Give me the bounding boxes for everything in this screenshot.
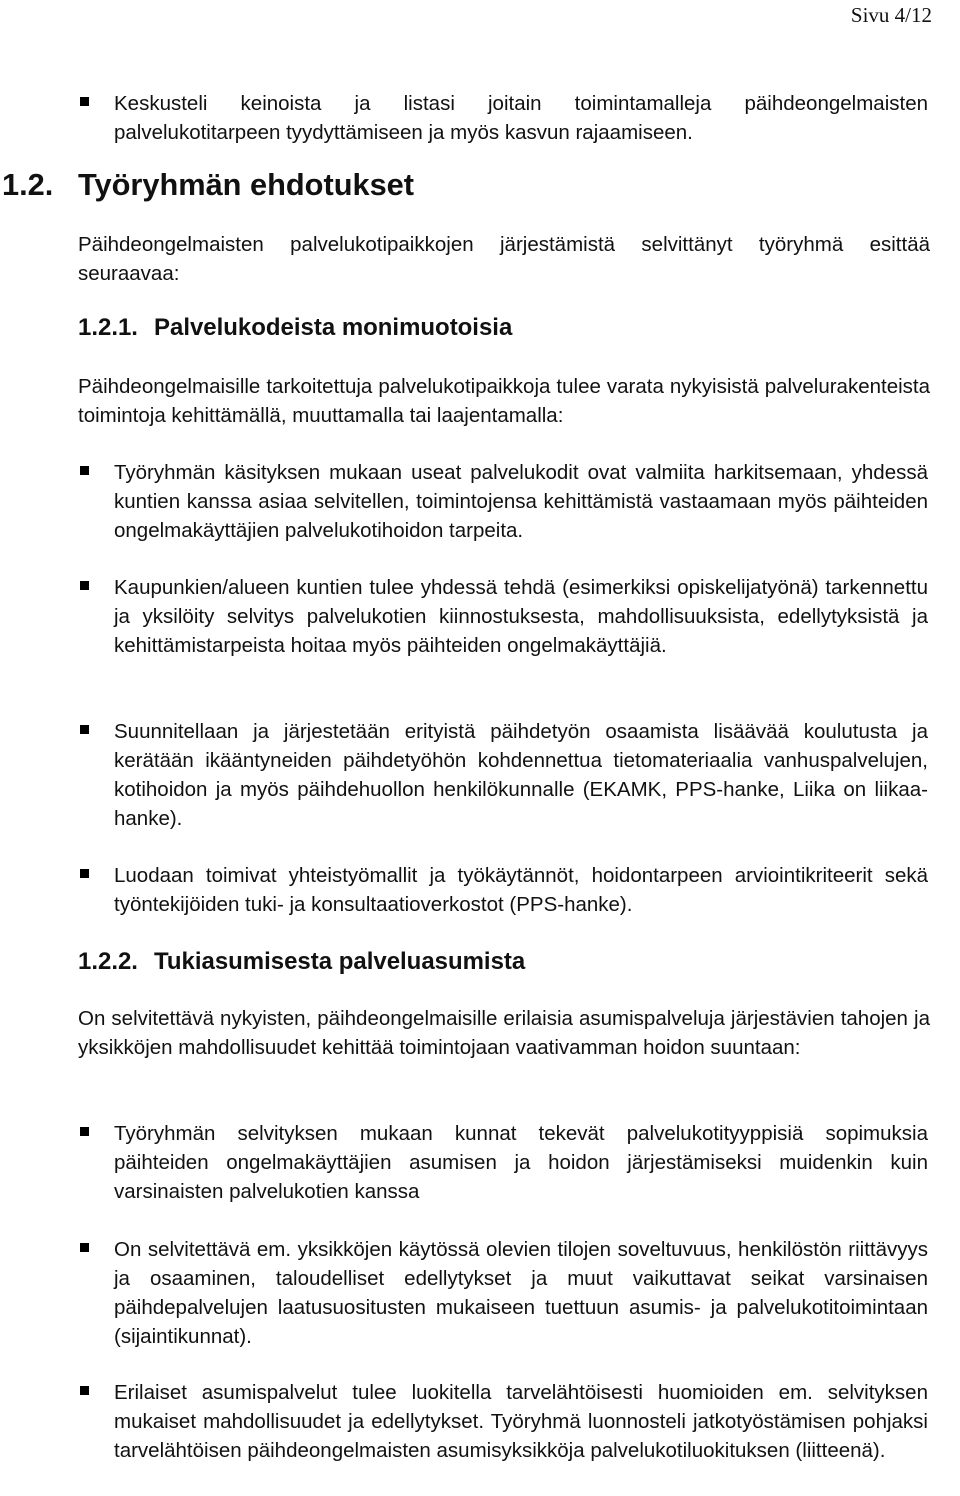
page-number: Sivu 4/12: [850, 3, 932, 27]
section-number: 1.2.: [2, 167, 54, 202]
section-heading-1-2: [2, 167, 415, 202]
section-title: Tukiasumisesta palveluasumista: [154, 948, 526, 975]
section-intro: On selvitettävä nykyisten, päihdeongelmaisille erilaisia asumispalveluja järjestävien tahojen ja yksikköjen mahdollisuudet kehittää toimintojaan vaativamman hoidon suuntaan:: [78, 1007, 930, 1059]
square-bullet-icon: [80, 97, 89, 106]
square-bullet-icon: [80, 869, 89, 878]
list-item-text: Suunnitellaan ja järjestetään erityistä päihdetyön osaamista lisäävää koulutusta ja kerätään ikääntyneiden päihdetyöhön kohdennettua tietomateriaalia vanhuspalvelujen, kotihoidon ja myös päihdehuollon henkilökunnalle (EKAMK, PPS-hanke, Liika on liikaa-hanke).: [114, 720, 928, 830]
list-item-text: Työryhmän käsityksen mukaan useat palvelukodit ovat valmiita harkitsemaan, yhdessä kuntien kanssa asiaa selvitellen, toimintojensa kehittämistä vastaamaan myös päihteiden ongelmakäyttäjien palvelukotihoidon tarpeita.: [114, 461, 928, 542]
section-number: 1.2.2.: [78, 948, 138, 975]
list-item-text: Erilaiset asumispalvelut tulee luokitella tarvelähtöisesti huomioiden em. selvityksen mukaiset mahdollisuudet ja edellytykset. Työryhmä luonnosteli jatkotyöstämisen pohjaksi tarvelähtöisen päihdeongelmaisten asumisyksikköja palvelukotiluokituksen (liitteenä).: [114, 1381, 928, 1462]
list-item-text: Työryhmän selvityksen mukaan kunnat tekevät palvelukotityyppisiä sopimuksia päihteiden ongelmakäyttäjien asumisen ja hoidon järjestämiseksi muidenkin kuin varsinaisten palvelukotien kanssa: [114, 1122, 928, 1203]
section-intro: Päihdeongelmaisille tarkoitettuja palvelukotipaikkoja tulee varata nykyisistä palvelurakenteista toimintoja kehittämällä, muuttamalla tai laajentamalla:: [78, 375, 930, 427]
square-bullet-icon: [80, 466, 89, 475]
square-bullet-icon: [80, 1127, 89, 1136]
square-bullet-icon: [80, 1243, 89, 1252]
section-heading-1-2-2: [78, 948, 525, 976]
section-intro: Päihdeongelmaisten palvelukotipaikkojen järjestämistä selvittänyt työryhmä esittää seuraavaa:: [78, 233, 930, 285]
list-item-text: Luodaan toimivat yhteistyömallit ja työkäytännöt, hoidontarpeen arviointikriteerit sekä työntekijöiden tuki- ja konsultaatioverkostot (PPS-hanke).: [114, 864, 928, 916]
list-item-text: Kaupunkien/alueen kuntien tulee yhdessä tehdä (esimerkiksi opiskelijatyönä) tarkennettu ja yksilöity selvitys palvelukotien kiinnostuksesta, mahdollisuuksista, edellytyksistä ja kehittämistarpeista hoitaa myös päihteiden ongelmakäyttäjiä.: [114, 576, 928, 657]
square-bullet-icon: [80, 725, 89, 734]
list-item-text: Keskusteli keinoista ja listasi joitain toimintamalleja päihdeongelmaisten palvelukotitarpeen tyydyttämiseen ja myös kasvun rajaamiseen.: [114, 92, 928, 144]
square-bullet-icon: [80, 581, 89, 590]
list-item-text: On selvitettävä em. yksikköjen käytössä olevien tilojen soveltuvuus, henkilöstön riittävyys ja osaaminen, taloudelliset edellytykset ja muut vaikuttavat seikat varsinaisen päihdepalvelujen laatusuositusten mukaiseen tuettuun asumis- ja palvelukotitoimintaan (sijaintikunnat).: [114, 1238, 928, 1348]
square-bullet-icon: [80, 1386, 89, 1395]
section-heading-1-2-1: [78, 314, 512, 342]
section-title: Työryhmän ehdotukset: [78, 167, 415, 202]
section-number: 1.2.1.: [78, 314, 138, 341]
section-title: Palvelukodeista monimuotoisia: [154, 314, 513, 341]
